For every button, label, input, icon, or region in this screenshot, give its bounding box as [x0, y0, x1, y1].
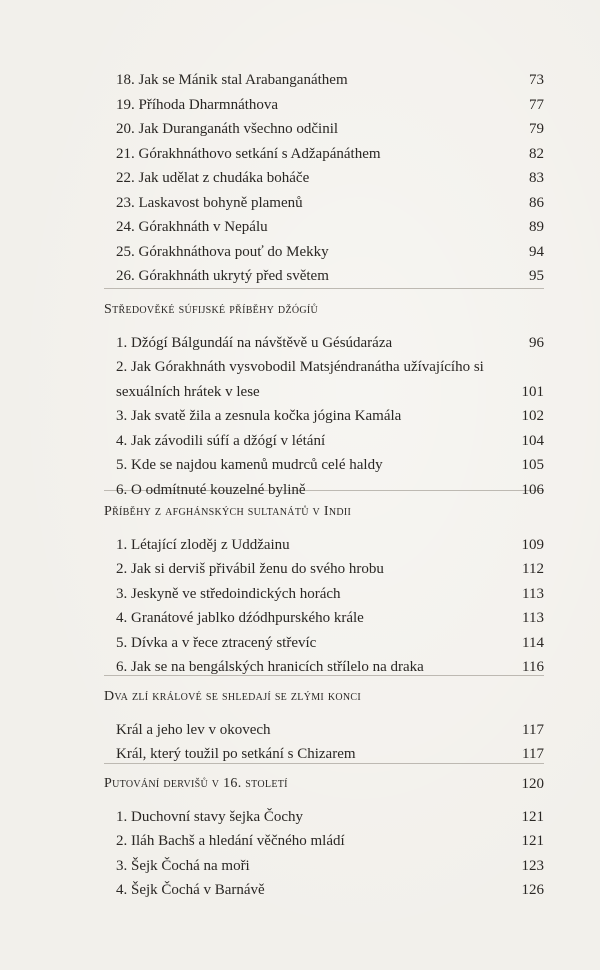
entry-title: Jak svatě žila a zesnula kočka jógina Kamála — [131, 408, 402, 424]
entry-title: O odmítnuté kouzelné bylině — [131, 481, 306, 498]
entry-page-number: 116 — [522, 659, 544, 675]
entry-number: 3. — [116, 857, 128, 874]
entry-page-number: 121 — [521, 833, 544, 849]
entry-page-number: 94 — [529, 243, 544, 260]
entry-number: 26. — [116, 268, 135, 284]
entry-number: 1. — [116, 808, 128, 825]
entry-title: Kde se najdou kamenů mudrců celé haldy — [131, 457, 383, 473]
toc-entry — [116, 93, 278, 117]
entry-page-number: 86 — [529, 194, 544, 211]
entry-page-number: 82 — [529, 145, 544, 162]
entry-title: Jak si derviš přivábil ženu do svého hrobu — [131, 561, 384, 577]
entry-title: Král, který toužil po setkání s Chizarem — [116, 746, 356, 762]
toc-entry — [116, 533, 290, 557]
toc-entry — [116, 166, 309, 190]
entry-title: Příhoda Dharmnáthova — [138, 96, 279, 113]
entry-number: 2. — [116, 359, 128, 375]
entry-title: Létající zloděj z Uddžainu — [131, 536, 290, 553]
entry-page-number: 79 — [529, 121, 544, 137]
entry-number: 5. — [116, 634, 128, 651]
entry-page-number: 83 — [529, 170, 544, 186]
toc-entry — [116, 557, 384, 581]
entry-page-number: 113 — [522, 610, 544, 626]
entry-page-number: 102 — [521, 408, 544, 424]
toc-entry — [116, 453, 383, 477]
entry-title: Jak Duranganáth všechno odčinil — [138, 121, 339, 137]
entry-number: 21. — [116, 145, 135, 162]
section-heading-page-number: 120 — [521, 776, 544, 792]
entry-title: Duchovní stavy šejka Čochy — [131, 808, 304, 825]
entry-number: 24. — [116, 219, 135, 235]
entry-title: Górakhnáth v Nepálu — [138, 219, 268, 235]
toc-entry — [116, 117, 338, 141]
entry-number: 6. — [116, 659, 128, 675]
section-heading-text: Dva zlí králové se shledají se zlými konci — [104, 689, 362, 704]
toc-entry — [116, 718, 271, 742]
toc-entry — [116, 854, 250, 878]
section-heading — [104, 772, 288, 796]
entry-page-number: 121 — [521, 808, 544, 825]
entry-title-line2: sexuálních hrátek v lese — [116, 383, 260, 400]
section-heading-text: Příběhy z afghánských sultanátů v Indii — [104, 504, 352, 519]
entry-number: 3. — [116, 585, 128, 602]
entry-number: 4. — [116, 882, 128, 898]
toc-entry — [116, 264, 329, 288]
toc-entry — [116, 240, 329, 264]
entry-title: Górakhnáthova pouť do Mekky — [138, 243, 329, 260]
entry-number: 1. — [116, 334, 128, 351]
entry-number: 22. — [116, 170, 135, 186]
toc-entry — [116, 404, 401, 428]
section-heading — [104, 500, 351, 524]
entry-title: Granátové jablko dźódhpurského krále — [131, 610, 364, 626]
entry-page-number: 96 — [529, 334, 544, 351]
entry-page-number: 109 — [521, 536, 544, 553]
entry-title: Dívka a v řece ztracený střevíc — [131, 634, 317, 651]
toc-entry — [116, 191, 303, 215]
entry-number: 23. — [116, 194, 135, 211]
entry-page-number: 105 — [521, 457, 544, 473]
toc-entry — [116, 68, 348, 92]
toc-entry — [116, 606, 364, 630]
entry-title: Laskavost bohyně plamenů — [138, 194, 303, 211]
entry-title: Górakhnáthovo setkání s Adžapánáthem — [138, 145, 381, 162]
toc-entry — [116, 142, 381, 166]
entry-number: 4. — [116, 610, 128, 626]
entry-page-number: 114 — [522, 634, 544, 651]
section-heading — [104, 685, 361, 709]
entry-page-number: 73 — [529, 72, 544, 88]
entry-title: Džógí Bálgundáí na návštěvě u Gésúdaráza — [131, 334, 393, 351]
entry-page-number: 95 — [529, 268, 544, 284]
entry-number: 19. — [116, 96, 135, 113]
entry-number: 2. — [116, 833, 128, 849]
toc-entry — [116, 829, 345, 853]
entry-number: 20. — [116, 121, 135, 137]
entry-page-number: 112 — [522, 561, 544, 577]
toc-entry — [116, 429, 325, 453]
entry-page-number: 77 — [529, 96, 544, 113]
entry-number: 2. — [116, 561, 128, 577]
entry-title: Král a jeho lev v okovech — [116, 721, 271, 738]
toc-entry — [116, 742, 356, 766]
entry-number: 25. — [116, 243, 135, 260]
entry-title: Jak se na bengálských hranicích střílelo na draka — [131, 659, 424, 675]
entry-page-number: 113 — [522, 585, 544, 602]
entry-number: 18. — [116, 72, 135, 88]
entry-page-number: 117 — [522, 746, 544, 762]
toc-entry — [116, 331, 392, 355]
section-divider — [104, 288, 544, 289]
entry-number: 4. — [116, 432, 128, 449]
section-heading — [104, 298, 318, 322]
entry-page-number: 117 — [522, 721, 544, 738]
toc-entry — [116, 878, 265, 902]
entry-title: Šejk Čochá na moři — [131, 857, 250, 874]
entry-page-number: 101 — [521, 383, 544, 400]
entry-page-number: 104 — [521, 432, 544, 449]
section-heading-text: Putování dervišů v 16. století — [104, 776, 288, 791]
entry-number: 1. — [116, 536, 128, 553]
entry-page-number: 126 — [521, 882, 544, 898]
toc-entry — [116, 805, 303, 829]
toc-entry — [116, 655, 424, 679]
entry-number: 6. — [116, 481, 128, 498]
entry-title: Šejk Čochá v Barnávě — [131, 882, 265, 898]
entry-page-number: 123 — [521, 857, 544, 874]
entry-title: Górakhnáth ukrytý před světem — [138, 268, 329, 284]
entry-page-number: 89 — [529, 219, 544, 235]
entry-title: Jeskyně ve středoindických horách — [131, 585, 341, 602]
entry-number: 3. — [116, 408, 128, 424]
toc-entry — [116, 215, 268, 239]
entry-number: 5. — [116, 457, 128, 473]
entry-title: Jak Górakhnáth vysvobodil Matsjéndranátha užívajícího si — [131, 359, 484, 375]
entry-title: Jak udělat z chudáka boháče — [138, 170, 310, 186]
section-heading-text: Středověké súfijské příběhy džógíů — [104, 302, 319, 317]
toc-entry-continuation — [116, 380, 260, 404]
entry-title: Jak závodili súfí a džógí v létání — [131, 432, 326, 449]
entry-title: Jak se Mánik stal Arabanganáthem — [138, 72, 348, 88]
toc-entry — [116, 582, 341, 606]
toc-entry — [116, 631, 316, 655]
entry-page-number: 106 — [521, 481, 544, 498]
entry-title: Iláh Bachš a hledání věčného mládí — [131, 833, 345, 849]
toc-entry — [116, 478, 306, 502]
toc-entry — [116, 355, 484, 379]
